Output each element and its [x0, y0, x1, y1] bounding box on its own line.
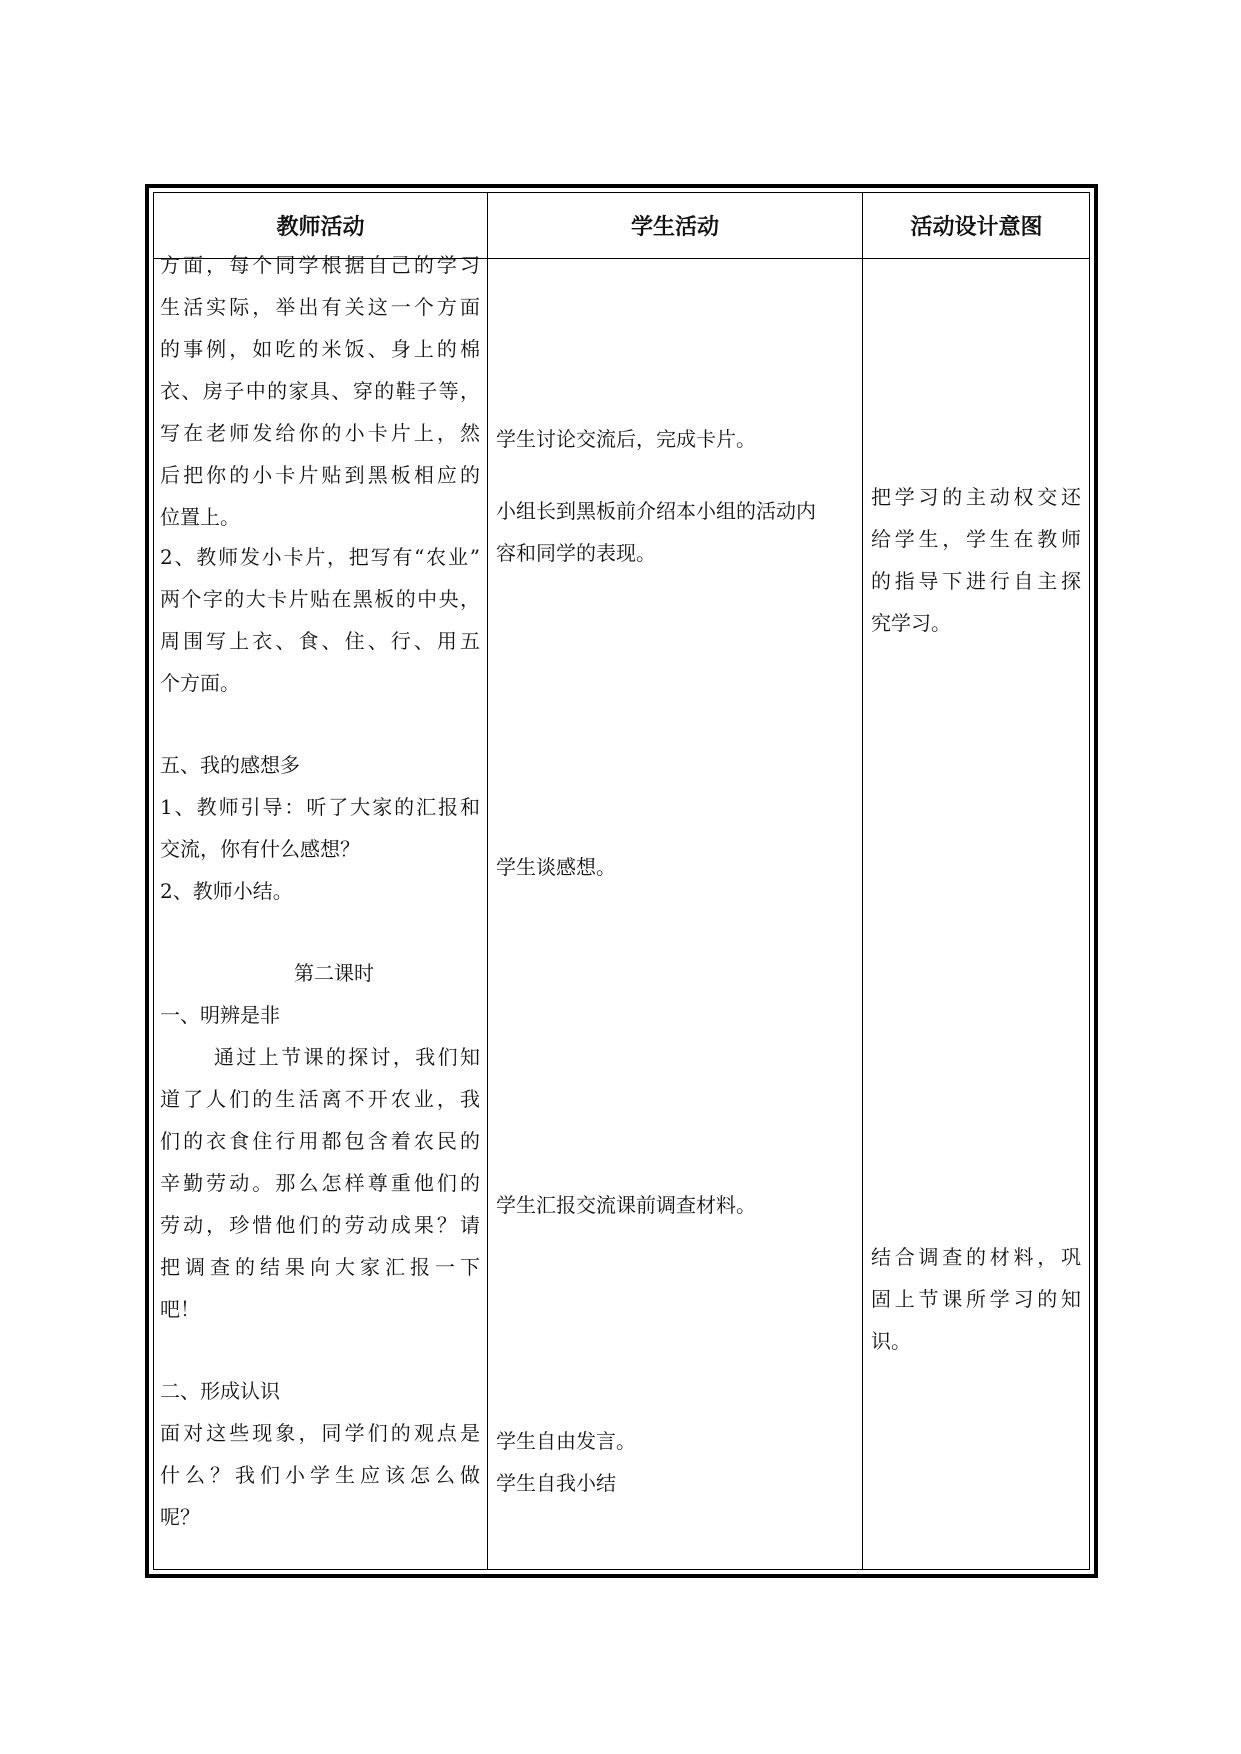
teacher-section-heading: 五、我的感想多	[160, 753, 300, 777]
teacher-line: 写在老师发给你的小卡片上，然	[160, 421, 480, 445]
teacher-line: 2、教师小结。	[160, 879, 293, 903]
teacher-line: 交流，你有什么感想？	[160, 837, 360, 861]
intent-line: 究学习。	[871, 611, 951, 635]
teacher-line: 2、教师发小卡片，把写有“农业”	[160, 545, 480, 569]
student-line: 学生自由发言。	[496, 1429, 636, 1453]
activity-table	[145, 184, 1098, 1578]
teacher-line: 位置上。	[160, 505, 240, 529]
intent-line: 把学习的主动权交还	[871, 485, 1081, 509]
student-line: 学生讨论交流后，完成卡片。	[496, 427, 756, 451]
teacher-line: 后把你的小卡片贴到黑板相应的	[160, 463, 480, 487]
student-line: 学生谈感想。	[496, 855, 616, 879]
teacher-line: 通过上节课的探讨，我们知	[214, 1045, 480, 1069]
intent-line: 结合调查的材料，巩	[871, 1245, 1081, 1269]
teacher-line: 道了人们的生活离不开农业，我	[160, 1087, 480, 1111]
teacher-section-heading: 二、形成认识	[160, 1379, 280, 1403]
teacher-section-heading: 一、明辨是非	[160, 1003, 280, 1027]
teacher-line: 们的衣食住行用都包含着农民的	[160, 1129, 480, 1153]
teacher-line: 两个字的大卡片贴在黑板的中央，	[160, 587, 480, 611]
header-teacher-activity: 教师活动	[276, 215, 365, 240]
teacher-line: 生活实际，举出有关这一个方面	[160, 295, 480, 319]
header-student-activity: 学生活动	[630, 215, 719, 240]
teacher-line: 个方面。	[160, 671, 240, 695]
student-line: 学生汇报交流课前调查材料。	[496, 1193, 756, 1217]
teacher-line: 什么？我们小学生应该怎么做	[160, 1463, 480, 1487]
teacher-line: 呢？	[160, 1505, 200, 1529]
student-line: 小组长到黑板前介绍本小组的活动内	[496, 499, 816, 523]
teacher-line: 方面，每个同学根据自己的学习	[160, 253, 480, 277]
teacher-line: 吧！	[160, 1297, 200, 1321]
teacher-line: 的事例，如吃的米饭、身上的棉	[160, 337, 480, 361]
header-design-intent: 活动设计意图	[910, 215, 1043, 240]
teacher-line: 辛勤劳动。那么怎样尊重他们的	[160, 1171, 480, 1195]
student-line: 学生自我小结	[496, 1471, 616, 1495]
intent-line: 识。	[871, 1329, 911, 1353]
lesson-subtitle: 第二课时	[294, 961, 374, 985]
teacher-line: 面对这些现象，同学们的观点是	[160, 1421, 480, 1445]
intent-line: 给学生，学生在教师	[871, 527, 1081, 551]
intent-line: 的指导下进行自主探	[871, 569, 1081, 593]
teacher-line: 衣、房子中的家具、穿的鞋子等，	[160, 379, 480, 403]
column-divider	[862, 193, 863, 1569]
teacher-line: 把调查的结果向大家汇报一下	[160, 1255, 480, 1279]
teacher-line: 劳动，珍惜他们的劳动成果？请	[160, 1213, 480, 1237]
student-line: 容和同学的表现。	[496, 541, 656, 565]
teacher-line: 周围写上衣、食、住、行、用五	[160, 629, 480, 653]
teacher-line: 1、教师引导：听了大家的汇报和	[160, 795, 480, 819]
table-inner	[153, 192, 1090, 1570]
column-divider	[487, 193, 488, 1569]
intent-line: 固上节课所学习的知	[871, 1287, 1081, 1311]
